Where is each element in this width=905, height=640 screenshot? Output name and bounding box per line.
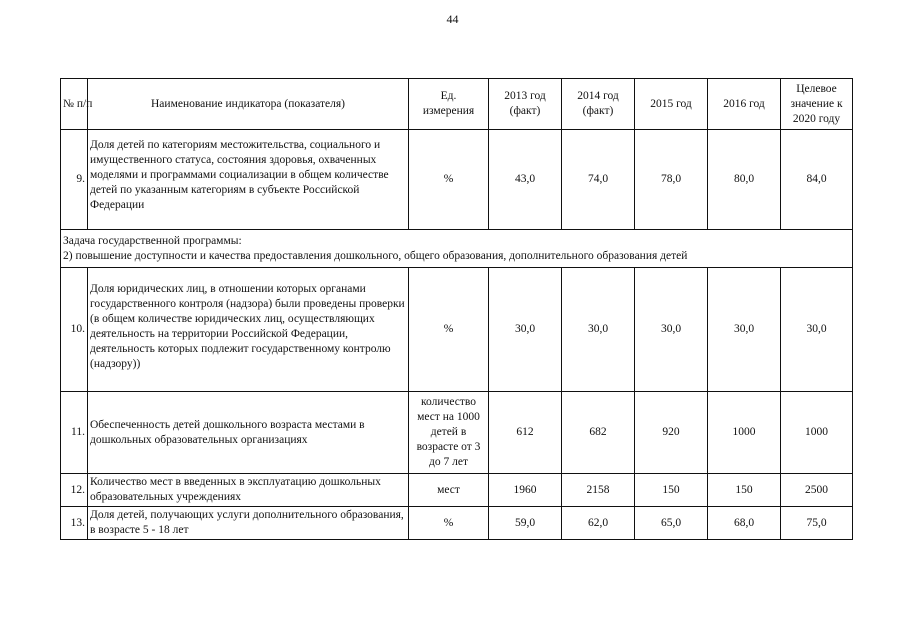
row-value-2015: 65,0 [635,507,708,540]
header-2015: 2015 год [635,79,708,130]
row-value-2014: 2158 [562,474,635,507]
header-2016: 2016 год [708,79,781,130]
row-value-2016: 1000 [708,392,781,474]
row-value-2015: 78,0 [635,130,708,230]
row-value-2016: 30,0 [708,268,781,392]
header-2013-line2: (факт) [509,105,541,117]
header-unit-line1: Ед. [440,90,457,102]
row-unit: % [409,130,489,230]
row-value-target: 84,0 [781,130,853,230]
task-description: 2) повышение доступности и качества предоставления дошкольного, общего образования, дополнительного образования детей [63,249,688,262]
row-unit: мест [409,474,489,507]
row-value-2013: 1960 [489,474,562,507]
row-value-2016: 150 [708,474,781,507]
row-unit: количество мест на 1000 детей в возрасте от 3 до 7 лет [409,392,489,474]
row-number: 9. [61,130,88,230]
row-unit: % [409,268,489,392]
row-indicator-name: Обеспеченность детей дошкольного возраста местами в дошкольных образовательных организациях [88,392,409,474]
row-indicator-name: Количество мест в введенных в эксплуатацию дошкольных образовательных учреждениях [88,474,409,507]
row-value-2014: 62,0 [562,507,635,540]
row-value-2013: 43,0 [489,130,562,230]
row-indicator-name: Доля детей, получающих услуги дополнительного образования, в возрасте 5 - 18 лет [88,507,409,540]
header-2014-line1: 2014 год [577,90,619,102]
table-row [61,507,853,540]
row-unit: % [409,507,489,540]
row-number: 13. [61,507,88,540]
row-value-target: 75,0 [781,507,853,540]
task-cell [61,230,853,268]
header-indicator-name: Наименование индикатора (показателя) [88,79,409,130]
task-title: Задача государственной программы: [63,234,242,247]
indicator-table [60,78,853,540]
header-2014 [562,79,635,130]
row-number: 12. [61,474,88,507]
row-indicator-name: Доля юридических лиц, в отношении которых органами государственного контроля (надзора) были проведены проверки (в общем количестве юридических лиц, осуществляющих деятельность на территории Российской Федерации, деятельность которых подлежит государственному контролю (надзору)) [88,268,409,392]
header-2013 [489,79,562,130]
row-value-2013: 30,0 [489,268,562,392]
table-row [61,474,853,507]
header-target-line1: Целевое [796,82,837,95]
row-value-2014: 30,0 [562,268,635,392]
row-value-2013: 59,0 [489,507,562,540]
header-target [781,79,853,130]
row-value-target: 30,0 [781,268,853,392]
page-number: 44 [446,12,459,26]
row-number: 10. [61,268,88,392]
row-value-2016: 68,0 [708,507,781,540]
header-target-line2: значение к [790,97,843,110]
row-value-2015: 150 [635,474,708,507]
row-value-2016: 80,0 [708,130,781,230]
table-row [61,268,853,392]
header-2013-line1: 2013 год [504,90,546,102]
header-number: № п/п [61,79,88,130]
table-row [61,392,853,474]
header-unit [409,79,489,130]
row-value-2013: 612 [489,392,562,474]
header-target-line3: 2020 году [792,112,841,125]
header-unit-line2: измерения [422,105,475,117]
header-2014-line2: (факт) [582,105,614,117]
row-number: 11. [61,392,88,474]
row-indicator-name: Доля детей по категориям местожительства, социального и имущественного статуса, состояния здоровья, охваченных моделями и программами социализации в общем количестве детей по указанным категориям в субъекте Российской Федерации [88,130,409,230]
table-header-row [61,79,853,130]
row-value-2015: 920 [635,392,708,474]
row-value-target: 1000 [781,392,853,474]
task-row [61,230,853,268]
row-value-2014: 682 [562,392,635,474]
table-row [61,130,853,230]
row-value-2014: 74,0 [562,130,635,230]
row-value-2015: 30,0 [635,268,708,392]
row-value-target: 2500 [781,474,853,507]
